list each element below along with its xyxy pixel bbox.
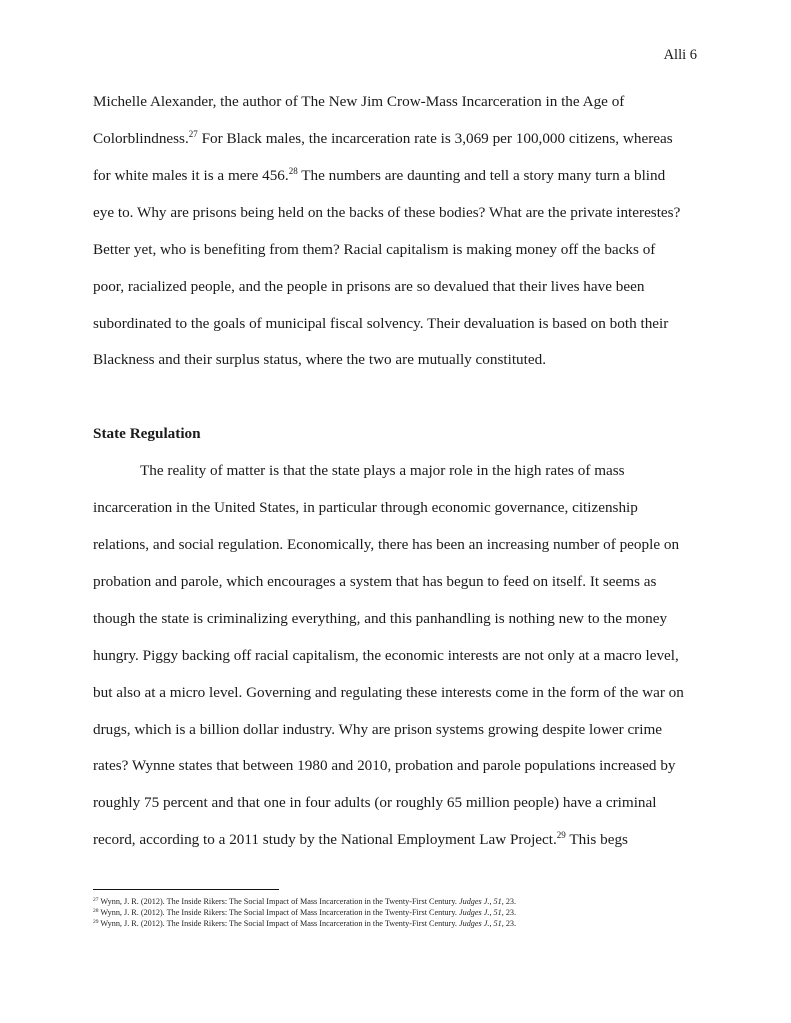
body-line: relations, and social regulation. Economically, there has been an increasing number of people on: [93, 536, 680, 553]
footnote-journal: Judges J.: [458, 897, 490, 906]
footnote-pages: , 23.: [501, 897, 517, 906]
body-text: For Black males, the incarceration rate is 3,069 per 100,000 citizens, whereas: [201, 130, 673, 147]
footnote-pages: , 23.: [501, 908, 517, 917]
section-heading: State Regulation: [93, 425, 201, 442]
body-line: drugs, which is a billion dollar industry. Why are prison systems growing despite lower crime: [93, 721, 663, 738]
footnote-text: Wynn, J. R. (2012). The Inside Rikers: The Social Impact of Mass Incarceration in the Twenty-First Century.: [100, 908, 457, 917]
body-line: hungry. Piggy backing off racial capitalism, the economic interests are not only at a macro level,: [93, 647, 679, 664]
footnote-journal: Judges J.: [458, 908, 490, 917]
footnote-pages: , 23.: [501, 919, 517, 928]
body-line: but also at a micro level. Governing and regulating these interests come in the form of the war on: [93, 684, 684, 701]
body-line: The reality of matter is that the state plays a major role in the high rates of mass: [140, 462, 625, 479]
body-line: [93, 130, 673, 148]
body-line: probation and parole, which encourages a system that has begun to feed on itself. It seems as: [93, 573, 657, 590]
footnote-number: 28: [93, 908, 99, 914]
footnote-separator: [93, 889, 279, 890]
body-text: Colorblindness.: [93, 130, 189, 147]
footnote-text: Wynn, J. R. (2012). The Inside Rikers: The Social Impact of Mass Incarceration in the Twenty-First Century.: [100, 897, 457, 906]
footnote-text: Wynn, J. R. (2012). The Inside Rikers: The Social Impact of Mass Incarceration in the Twenty-First Century.: [100, 919, 457, 928]
body-line: Blackness and their surplus status, where the two are mutually constituted.: [93, 351, 546, 368]
footnote-number: 27: [93, 897, 99, 903]
running-head: Alli 6: [663, 47, 697, 63]
body-text: for white males it is a mere 456.: [93, 167, 289, 184]
body-line: poor, racialized people, and the people in prisons are so devalued that their lives have been: [93, 278, 645, 295]
body-text: record, according to a 2011 study by the National Employment Law Project.: [93, 831, 557, 848]
body-line: [93, 831, 628, 849]
body-line: Michelle Alexander, the author of The New Jim Crow-Mass Incarceration in the Age of: [93, 93, 625, 110]
footnote-ref[interactable]: 29: [556, 830, 566, 840]
footnote-ref[interactable]: 27: [188, 129, 198, 139]
body-line: subordinated to the goals of municipal fiscal solvency. Their devaluation is based on both their: [93, 315, 669, 332]
footnote-ref[interactable]: 28: [288, 166, 298, 176]
body-line: rates? Wynne states that between 1980 and 2010, probation and parole populations increased by: [93, 757, 676, 774]
footnote-volume: 51: [493, 908, 502, 917]
body-line: eye to. Why are prisons being held on the backs of these bodies? What are the private interestes?: [93, 204, 681, 221]
body-text: This begs: [569, 831, 628, 848]
body-line: Better yet, who is benefiting from them? Racial capitalism is making money off the backs of: [93, 241, 656, 258]
body-line: though the state is criminalizing everything, and this panhandling is nothing new to the money: [93, 610, 668, 627]
footnote: $^{27}$ Wynn, J. R. (2012). The Inside Rikers: The Social Impact of Mass Incarceration in the Twenty-First Century. Judges J., 51, 23.: [93, 897, 517, 906]
footnote: $^{28}$ Wynn, J. R. (2012). The Inside Rikers: The Social Impact of Mass Incarceration in the Twenty-First Century. Judges J., 51, 23.: [93, 908, 517, 917]
body-line: roughly 75 percent and that one in four adults (or roughly 65 million people) have a criminal: [93, 794, 657, 811]
footnote-volume: 51: [493, 897, 502, 906]
footnote-journal: Judges J.: [458, 919, 490, 928]
footnote-number: 29: [93, 919, 99, 925]
footnote: $^{29}$ Wynn, J. R. (2012). The Inside Rikers: The Social Impact of Mass Incarceration in the Twenty-First Century. Judges J., 51, 23.: [93, 919, 517, 928]
body-line: incarceration in the United States, in particular through economic governance, citizenship: [93, 499, 638, 516]
body-text: The numbers are daunting and tell a story many turn a blind: [301, 167, 666, 184]
footnote-volume: 51: [493, 919, 502, 928]
body-line: [93, 167, 665, 185]
